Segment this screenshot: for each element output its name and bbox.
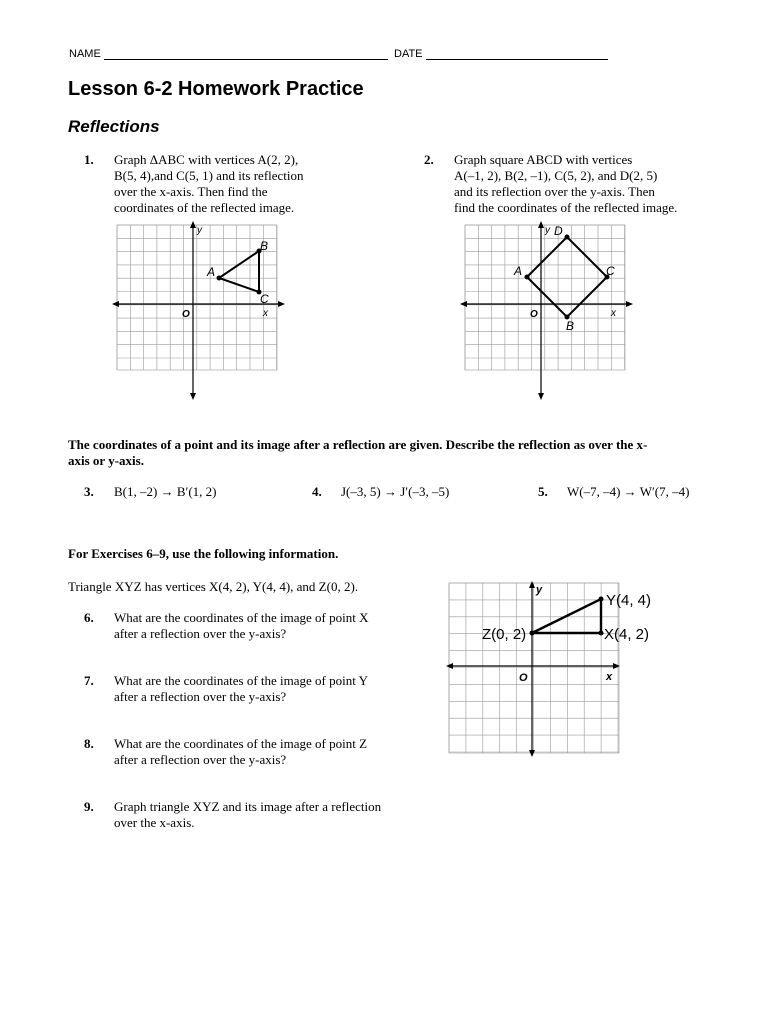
exercise-7-line: What are the coordinates of the image of point Y — [114, 673, 369, 688]
graph-2-label-a: A — [514, 264, 523, 278]
instructions-line: axis or y-axis. — [68, 453, 144, 468]
graph-3-y-label: y — [536, 584, 543, 596]
exercise-6-number: 6. — [84, 610, 94, 625]
exercise-7-line: after a reflection over the y-axis? — [114, 689, 287, 704]
exercise-2-line: find the coordinates of the reflected image. — [454, 200, 678, 215]
exercise-8-text — [114, 736, 414, 768]
exercise-4-number: 4. — [312, 484, 322, 499]
exercise-9-number: 9. — [84, 799, 94, 814]
exercise-8-number: 8. — [84, 736, 94, 751]
exercise-1-line: B(5, 4),and C(5, 1) and its reflection — [114, 168, 304, 183]
exercise-5-text: W(–7, –4) → W′(7, –4) — [567, 484, 690, 499]
name-field[interactable] — [104, 59, 388, 60]
exercise-1-text — [114, 152, 354, 216]
graph-2-y-label: y — [545, 225, 550, 236]
date-field[interactable] — [426, 59, 608, 60]
graph-2-x-label: x — [611, 308, 616, 319]
exercise-1-line: over the x-axis. Then find the — [114, 184, 268, 199]
info-heading: For Exercises 6–9, use the following information. — [68, 546, 339, 561]
graph-2-label-c: C — [606, 264, 615, 278]
graph-3[interactable] — [446, 580, 652, 760]
graph-1-label-c: C — [260, 292, 269, 306]
page-title: Lesson 6-2 Homework Practice — [68, 78, 364, 100]
exercise-9-text — [114, 799, 414, 831]
exercise-2-line: A(–1, 2), B(2, –1), C(5, 2), and D(2, 5) — [454, 168, 658, 183]
exercise-1-line: Graph ΔABC with vertices A(2, 2), — [114, 152, 299, 167]
graph-3-label-z: Z(0, 2) — [482, 626, 527, 643]
section-subtitle: Reflections — [68, 117, 160, 136]
graph-3-origin-label: O — [519, 672, 528, 684]
exercise-9-line: Graph triangle XYZ and its image after a reflection — [114, 799, 382, 814]
graph-2-origin-label: O — [530, 309, 538, 320]
exercise-7-text — [114, 673, 414, 705]
triangle-info: Triangle XYZ has vertices X(4, 2), Y(4, 4), and Z(0, 2). — [68, 579, 359, 594]
exercise-6-line: after a reflection over the y-axis? — [114, 626, 287, 641]
instructions-line: The coordinates of a point and its image after a reflection are given. Describe the reflection as over the x- — [68, 437, 648, 452]
exercise-8-line: What are the coordinates of the image of point Z — [114, 736, 368, 751]
exercise-8-line: after a reflection over the y-axis? — [114, 752, 287, 767]
graph-2-label-d: D — [554, 224, 563, 238]
exercise-2-number: 2. — [424, 152, 434, 167]
exercise-5-number: 5. — [538, 484, 548, 499]
exercise-3-text: B(1, –2) → B′(1, 2) — [114, 484, 217, 499]
graph-3-x-label: x — [606, 671, 613, 683]
exercise-9-line: over the x-axis. — [114, 815, 195, 830]
exercise-2-line: and its reflection over the y-axis. Then — [454, 184, 655, 199]
exercise-2-text — [454, 152, 714, 216]
date-label: DATE — [394, 48, 423, 60]
exercise-1-number: 1. — [84, 152, 94, 167]
exercise-4-text: J(–3, 5) → J′(–3, –5) — [341, 484, 450, 499]
graph-1[interactable] — [112, 220, 292, 400]
graph-3-label-y: Y(4, 4) — [606, 592, 652, 609]
graph-1-label-b: B — [260, 239, 269, 253]
graph-2-label-b: B — [566, 319, 575, 333]
graph-1-y-label: y — [197, 225, 202, 236]
exercise-2-line: Graph square ABCD with vertices — [454, 152, 633, 167]
graph-1-label-a: A — [207, 265, 216, 279]
exercise-7-number: 7. — [84, 673, 94, 688]
graph-1-origin-label: O — [182, 309, 190, 320]
exercise-6-text — [114, 610, 414, 642]
graph-1-x-label: x — [263, 308, 268, 319]
exercise-1-line: coordinates of the reflected image. — [114, 200, 295, 215]
graph-3-label-x: X(4, 2) — [604, 626, 650, 643]
exercise-3-number: 3. — [84, 484, 94, 499]
graph-2[interactable] — [460, 220, 640, 400]
name-label: NAME — [69, 48, 101, 60]
exercise-6-line: What are the coordinates of the image of point X — [114, 610, 369, 625]
reflection-instructions — [68, 437, 708, 469]
